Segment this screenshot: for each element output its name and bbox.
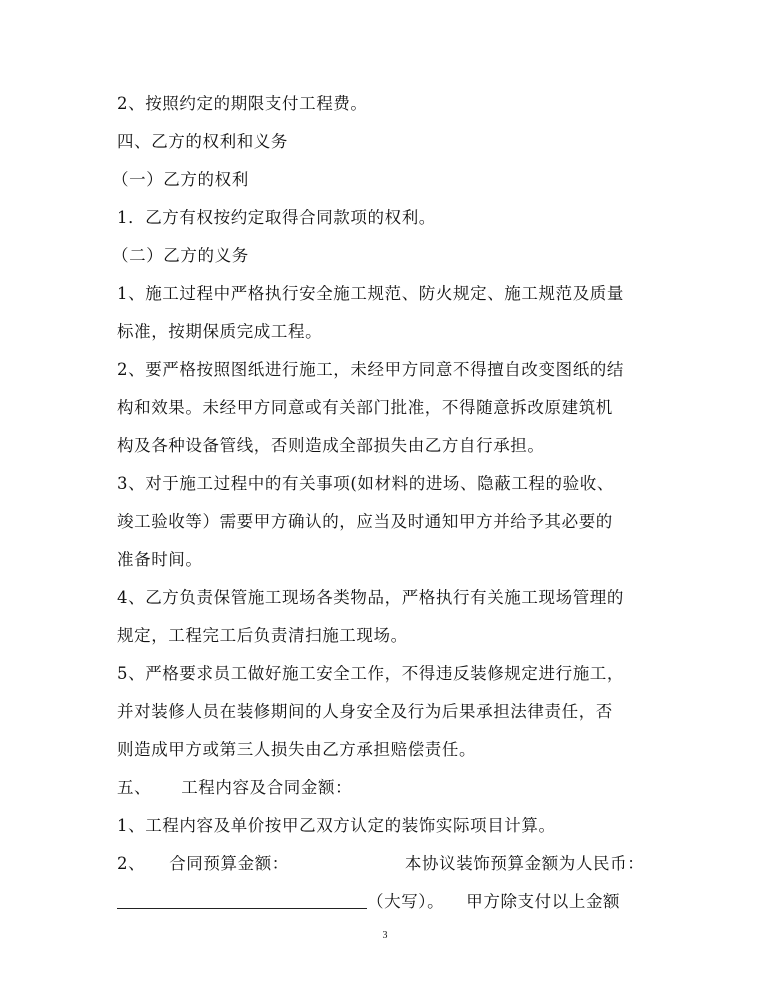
subsection-heading: （一）乙方的权利 [112, 170, 249, 189]
text-line: 2、要严格按照图纸进行施工，未经甲方同意不得擅自改变图纸的结 [117, 360, 624, 379]
section-title: 工程内容及合同金额： [181, 778, 353, 797]
page-number: 3 [382, 930, 388, 941]
text-line: 构及各种设备管线，否则造成全部损失由乙方自行承担。 [117, 436, 545, 455]
text-line: 1、施工过程中严格执行安全施工规范、防火规定、施工规范及质量 [117, 284, 624, 303]
amount-blank [117, 892, 367, 909]
text-line: 规定，工程完工后负责清扫施工现场。 [117, 626, 408, 645]
section-number: 五、 [117, 778, 152, 797]
item-label: 合同预算金额： [169, 854, 289, 873]
text-line: 4、乙方负责保管施工现场各类物品，严格执行有关施工现场管理的 [117, 588, 624, 607]
amount-suffix: （大写）。 [367, 892, 445, 911]
text-line: 准备时间。 [117, 550, 203, 569]
text-line: 构和效果。未经甲方同意或有关部门批准，不得随意拆改原建筑机 [117, 398, 613, 417]
text-line: 1、工程内容及单价按甲乙双方认定的装饰实际项目计算。 [117, 816, 556, 835]
text-line: 3、对于施工过程中的有关事项(如材料的进场、隐蔽工程的验收、 [117, 474, 614, 493]
subsection-heading: （二）乙方的义务 [112, 246, 249, 265]
contract-amount-line [117, 853, 657, 875]
text-line: 标准，按期保质完成工程。 [117, 322, 323, 341]
contract-amount-continuation [117, 891, 657, 913]
item-text: 本协议装饰预算金额为人民币： [404, 854, 645, 873]
text-line: 并对装修人员在装修期间的人身安全及行为后果承担法律责任，否 [117, 702, 613, 721]
text-line: 1．乙方有权按约定取得合同款项的权利。 [117, 208, 436, 227]
item-number: 2、 [117, 854, 146, 873]
section-heading: 四、乙方的权利和义务 [117, 132, 288, 151]
text-line: 5、严格要求员工做好施工安全工作，不得违反装修规定进行施工， [117, 664, 624, 683]
continuation-text: 甲方除支付以上金额 [466, 892, 621, 911]
section-heading-5 [117, 777, 657, 799]
text-line: 2、按照约定的期限支付工程费。 [117, 94, 368, 113]
text-line: 竣工验收等）需要甲方确认的，应当及时通知甲方并给予其必要的 [117, 512, 613, 531]
text-line: 则造成甲方或第三人损失由乙方承担赔偿责任。 [117, 740, 477, 759]
